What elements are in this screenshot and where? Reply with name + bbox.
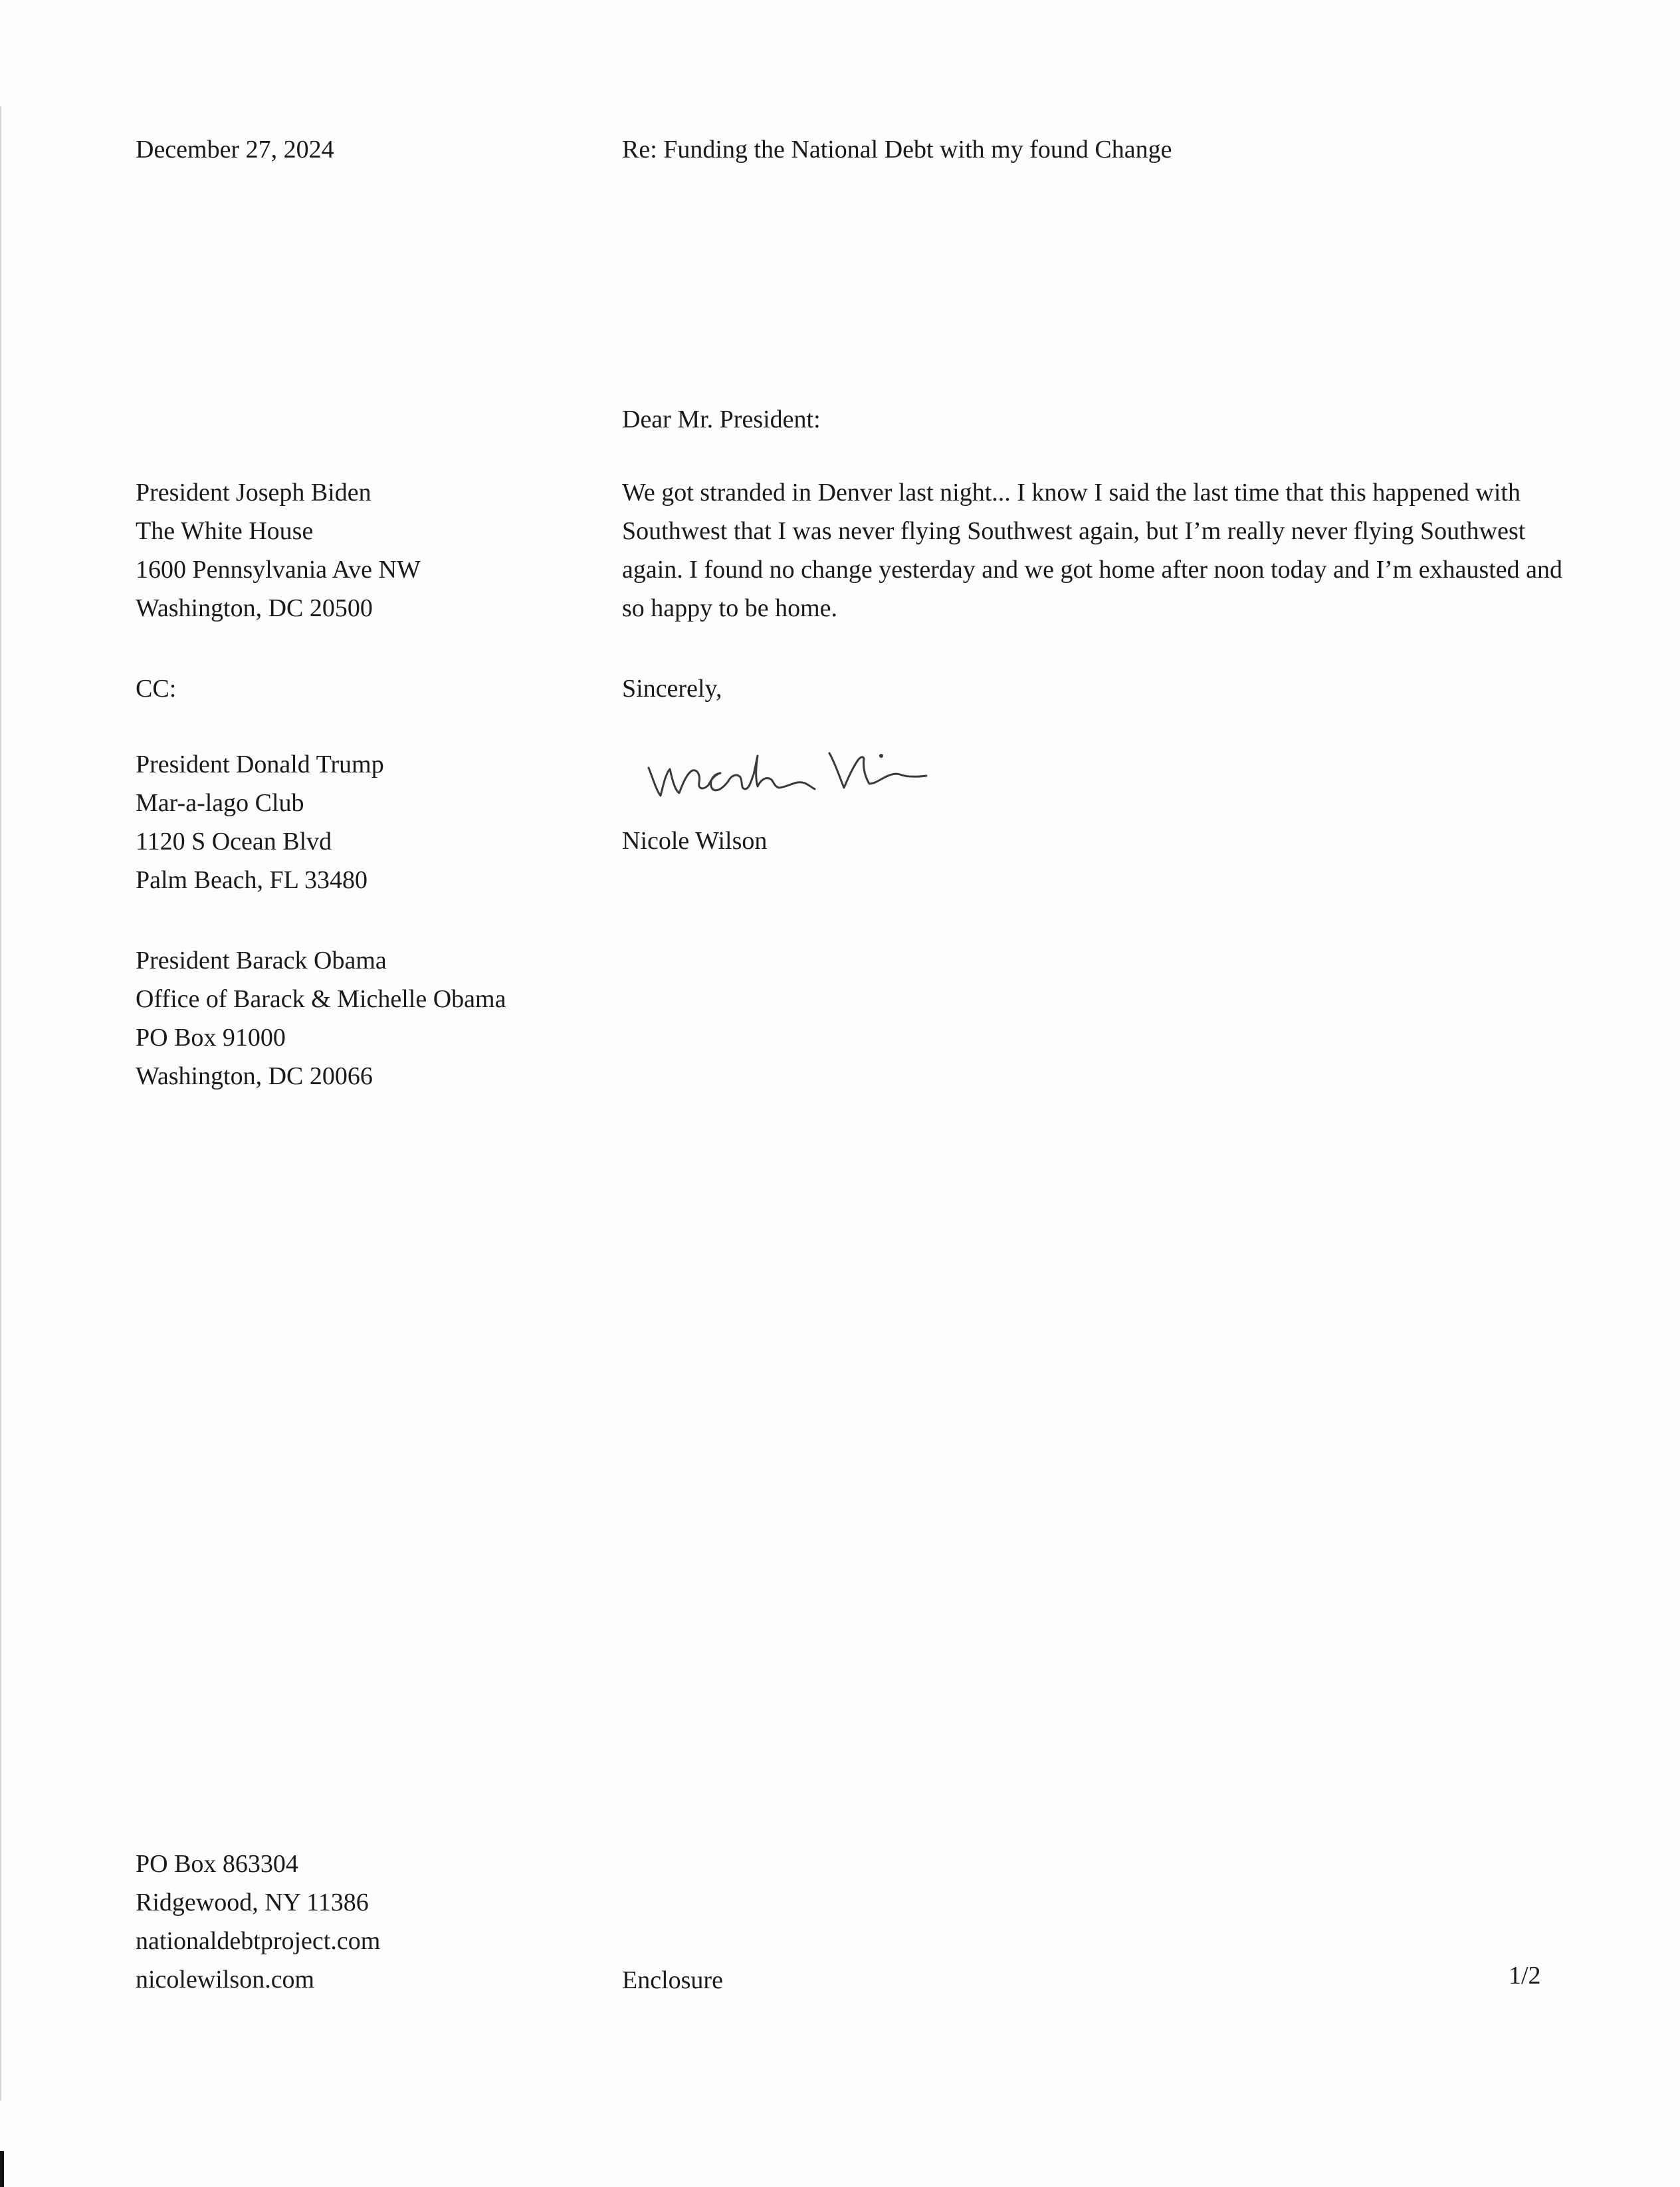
recipient-name: President Joseph Biden (136, 479, 371, 507)
cc-recipient-line: PO Box 91000 (136, 1024, 286, 1052)
scan-edge-line (0, 106, 1, 2101)
letter-body: We got stranded in Denver last night... I know I said the last time that this happened with Southwest that I was never flying Southwest again, but I’m really never flying Southwest again. I found no change yesterday and we got home after noon today and I’m exhausted and so happy to be home. (622, 479, 1563, 622)
cc-recipient-line: Mar-a-lago Club (136, 789, 304, 817)
handwritten-signature (643, 721, 989, 811)
recipient-line: 1600 Pennsylvania Ave NW (136, 556, 421, 584)
recipient-line: The White House (136, 517, 314, 545)
cc-recipient-address (136, 745, 384, 899)
scan-edge-mark (0, 2151, 4, 2187)
cc-recipient-address (136, 941, 506, 1095)
sender-name: Nicole Wilson (622, 827, 768, 855)
page-number: 1/2 (1509, 1962, 1541, 1990)
footer-website: nationaldebtproject.com (136, 1927, 381, 1955)
cc-recipient-line: 1120 S Ocean Blvd (136, 828, 332, 856)
cc-recipient-line: Office of Barack & Michelle Obama (136, 985, 506, 1013)
recipient-address (136, 473, 421, 628)
cc-recipient-name: President Barack Obama (136, 947, 387, 975)
enclosure-note: Enclosure (622, 1966, 723, 1994)
letter-subject: Re: Funding the National Debt with my found Change (622, 136, 1172, 164)
recipient-line: Washington, DC 20500 (136, 594, 373, 622)
cc-recipient-line: Palm Beach, FL 33480 (136, 866, 368, 894)
cc-recipient-name: President Donald Trump (136, 750, 384, 778)
closing: Sincerely, (622, 675, 722, 703)
salutation: Dear Mr. President: (622, 405, 821, 433)
footer-website: nicolewilson.com (136, 1966, 315, 1994)
letter-date: December 27, 2024 (136, 136, 334, 164)
cc-label: CC: (136, 675, 177, 703)
footer-line: Ridgewood, NY 11386 (136, 1889, 369, 1916)
cc-recipient-line: Washington, DC 20066 (136, 1062, 373, 1090)
sender-footer-address (136, 1845, 380, 1999)
footer-line: PO Box 863304 (136, 1850, 298, 1878)
